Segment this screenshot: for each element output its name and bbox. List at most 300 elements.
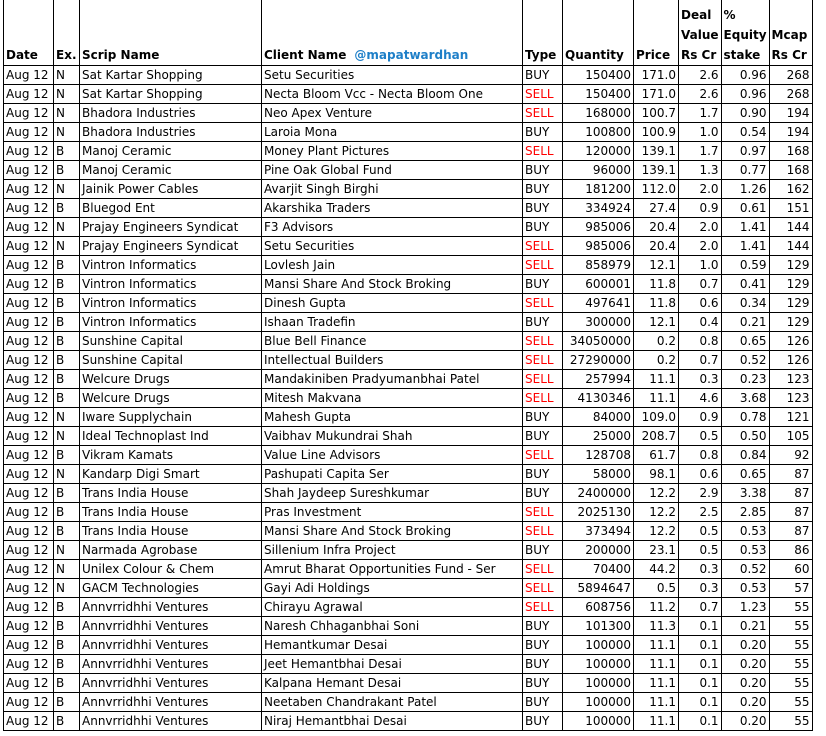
cell-quantity: 5894647 — [563, 579, 634, 598]
cell-scrip-name: Vintron Informatics — [80, 275, 262, 294]
cell-client-name: F3 Advisors — [262, 218, 523, 237]
cell-price: 0.5 — [634, 579, 679, 598]
cell-mcap: 55 — [769, 693, 812, 712]
cell-type: BUY — [523, 427, 563, 446]
cell-mcap: 194 — [769, 123, 812, 142]
cell-quantity: 100000 — [563, 693, 634, 712]
cell-exchange: B — [54, 332, 80, 351]
cell-quantity: 84000 — [563, 408, 634, 427]
cell-equity-stake: 0.78 — [721, 408, 769, 427]
cell-deal-value: 2.6 — [679, 66, 722, 85]
cell-deal-value: 0.5 — [679, 541, 722, 560]
cell-equity-stake: 0.50 — [721, 427, 769, 446]
cell-equity-stake: 0.53 — [721, 579, 769, 598]
cell-equity-stake: 0.52 — [721, 560, 769, 579]
cell-scrip-name: GACM Technologies — [80, 579, 262, 598]
cell-exchange: B — [54, 161, 80, 180]
cell-quantity: 200000 — [563, 541, 634, 560]
cell-client-name: Mansi Share And Stock Broking — [262, 275, 523, 294]
cell-equity-stake: 0.90 — [721, 104, 769, 123]
cell-equity-stake: 0.77 — [721, 161, 769, 180]
cell-exchange: B — [54, 256, 80, 275]
cell-client-name: Ishaan Tradefin — [262, 313, 523, 332]
cell-price: 12.2 — [634, 522, 679, 541]
cell-scrip-name: Annvrridhhi Ventures — [80, 693, 262, 712]
cell-quantity: 497641 — [563, 294, 634, 313]
cell-exchange: B — [54, 199, 80, 218]
cell-deal-value: 1.3 — [679, 161, 722, 180]
bulk-deals-table — [3, 0, 813, 731]
table-row — [4, 313, 813, 332]
cell-quantity: 4130346 — [563, 389, 634, 408]
cell-scrip-name: Ideal Technoplast Ind — [80, 427, 262, 446]
cell-date: Aug 12 — [4, 693, 54, 712]
cell-exchange: N — [54, 465, 80, 484]
cell-scrip-name: Manoj Ceramic — [80, 161, 262, 180]
table-row — [4, 503, 813, 522]
cell-client-name: Avarjit Singh Birghi — [262, 180, 523, 199]
table-row — [4, 598, 813, 617]
header-price: Price — [634, 0, 679, 66]
cell-date: Aug 12 — [4, 389, 54, 408]
cell-exchange: N — [54, 104, 80, 123]
cell-price: 98.1 — [634, 465, 679, 484]
cell-equity-stake: 0.53 — [721, 522, 769, 541]
cell-date: Aug 12 — [4, 161, 54, 180]
header-exchange: Ex. — [54, 0, 80, 66]
cell-equity-stake: 0.84 — [721, 446, 769, 465]
cell-deal-value: 0.4 — [679, 313, 722, 332]
cell-exchange: N — [54, 541, 80, 560]
cell-exchange: N — [54, 237, 80, 256]
cell-scrip-name: Welcure Drugs — [80, 389, 262, 408]
cell-client-name: Intellectual Builders — [262, 351, 523, 370]
cell-type: SELL — [523, 370, 563, 389]
cell-type: BUY — [523, 275, 563, 294]
cell-quantity: 128708 — [563, 446, 634, 465]
cell-scrip-name: Bluegod Ent — [80, 199, 262, 218]
cell-date: Aug 12 — [4, 617, 54, 636]
cell-type: BUY — [523, 465, 563, 484]
cell-deal-value: 0.8 — [679, 446, 722, 465]
cell-date: Aug 12 — [4, 541, 54, 560]
header-deal-value: Deal Value Rs Cr — [679, 0, 722, 66]
cell-exchange: N — [54, 123, 80, 142]
cell-type: BUY — [523, 674, 563, 693]
cell-deal-value: 0.3 — [679, 579, 722, 598]
cell-deal-value: 0.3 — [679, 370, 722, 389]
table-row — [4, 541, 813, 560]
cell-client-name: Kalpana Hemant Desai — [262, 674, 523, 693]
cell-client-name: Mitesh Makvana — [262, 389, 523, 408]
cell-type: BUY — [523, 655, 563, 674]
cell-quantity: 70400 — [563, 560, 634, 579]
cell-equity-stake: 3.68 — [721, 389, 769, 408]
table-row — [4, 332, 813, 351]
cell-equity-stake: 0.20 — [721, 693, 769, 712]
cell-exchange: B — [54, 313, 80, 332]
cell-type: SELL — [523, 142, 563, 161]
cell-price: 208.7 — [634, 427, 679, 446]
cell-price: 12.1 — [634, 256, 679, 275]
cell-quantity: 58000 — [563, 465, 634, 484]
cell-client-name: Setu Securities — [262, 237, 523, 256]
cell-date: Aug 12 — [4, 313, 54, 332]
cell-type: SELL — [523, 446, 563, 465]
cell-price: 171.0 — [634, 66, 679, 85]
cell-price: 139.1 — [634, 142, 679, 161]
cell-deal-value: 0.7 — [679, 275, 722, 294]
cell-equity-stake: 3.38 — [721, 484, 769, 503]
cell-type: BUY — [523, 218, 563, 237]
cell-equity-stake: 0.53 — [721, 541, 769, 560]
table-row — [4, 712, 813, 731]
cell-mcap: 55 — [769, 636, 812, 655]
cell-mcap: 55 — [769, 617, 812, 636]
cell-type: SELL — [523, 351, 563, 370]
cell-scrip-name: Bhadora Industries — [80, 123, 262, 142]
table-row — [4, 161, 813, 180]
cell-quantity: 34050000 — [563, 332, 634, 351]
cell-client-name: Mahesh Gupta — [262, 408, 523, 427]
cell-equity-stake: 0.23 — [721, 370, 769, 389]
cell-scrip-name: Prajay Engineers Syndicat — [80, 237, 262, 256]
cell-scrip-name: Kandarp Digi Smart — [80, 465, 262, 484]
cell-deal-value: 2.0 — [679, 180, 722, 199]
cell-quantity: 25000 — [563, 427, 634, 446]
cell-exchange: B — [54, 351, 80, 370]
cell-deal-value: 2.0 — [679, 218, 722, 237]
cell-client-name: Niraj Hemantbhai Desai — [262, 712, 523, 731]
cell-deal-value: 1.0 — [679, 123, 722, 142]
cell-date: Aug 12 — [4, 123, 54, 142]
cell-mcap: 123 — [769, 370, 812, 389]
table-row — [4, 104, 813, 123]
cell-deal-value: 0.9 — [679, 199, 722, 218]
cell-equity-stake: 0.97 — [721, 142, 769, 161]
header-quantity: Quantity — [563, 0, 634, 66]
cell-equity-stake: 1.23 — [721, 598, 769, 617]
cell-date: Aug 12 — [4, 142, 54, 161]
cell-client-name: Hemantkumar Desai — [262, 636, 523, 655]
cell-equity-stake: 0.96 — [721, 66, 769, 85]
cell-deal-value: 1.7 — [679, 142, 722, 161]
cell-client-name: Value Line Advisors — [262, 446, 523, 465]
cell-date: Aug 12 — [4, 674, 54, 693]
cell-equity-stake: 0.20 — [721, 712, 769, 731]
cell-mcap: 123 — [769, 389, 812, 408]
cell-price: 20.4 — [634, 218, 679, 237]
cell-quantity: 120000 — [563, 142, 634, 161]
cell-quantity: 2400000 — [563, 484, 634, 503]
table-row — [4, 674, 813, 693]
cell-mcap: 144 — [769, 237, 812, 256]
cell-equity-stake: 0.20 — [721, 655, 769, 674]
cell-type: BUY — [523, 199, 563, 218]
cell-type: SELL — [523, 294, 563, 313]
cell-date: Aug 12 — [4, 408, 54, 427]
table-row — [4, 275, 813, 294]
cell-mcap: 129 — [769, 275, 812, 294]
cell-quantity: 985006 — [563, 218, 634, 237]
cell-mcap: 121 — [769, 408, 812, 427]
cell-date: Aug 12 — [4, 275, 54, 294]
cell-equity-stake: 1.26 — [721, 180, 769, 199]
cell-quantity: 100000 — [563, 655, 634, 674]
cell-deal-value: 0.5 — [679, 522, 722, 541]
cell-price: 20.4 — [634, 237, 679, 256]
cell-mcap: 55 — [769, 655, 812, 674]
cell-scrip-name: Narmada Agrobase — [80, 541, 262, 560]
cell-type: BUY — [523, 693, 563, 712]
cell-equity-stake: 0.41 — [721, 275, 769, 294]
cell-price: 11.1 — [634, 712, 679, 731]
cell-scrip-name: Vintron Informatics — [80, 294, 262, 313]
cell-mcap: 55 — [769, 598, 812, 617]
table-row — [4, 180, 813, 199]
cell-deal-value: 0.3 — [679, 560, 722, 579]
cell-equity-stake: 2.85 — [721, 503, 769, 522]
table-row — [4, 522, 813, 541]
cell-mcap: 86 — [769, 541, 812, 560]
cell-scrip-name: Welcure Drugs — [80, 370, 262, 389]
cell-exchange: B — [54, 389, 80, 408]
cell-mcap: 87 — [769, 522, 812, 541]
cell-deal-value: 1.0 — [679, 256, 722, 275]
cell-quantity: 2025130 — [563, 503, 634, 522]
cell-quantity: 608756 — [563, 598, 634, 617]
cell-quantity: 257994 — [563, 370, 634, 389]
cell-mcap: 60 — [769, 560, 812, 579]
cell-mcap: 194 — [769, 104, 812, 123]
cell-type: SELL — [523, 579, 563, 598]
cell-deal-value: 1.7 — [679, 104, 722, 123]
cell-equity-stake: 0.59 — [721, 256, 769, 275]
cell-deal-value: 0.1 — [679, 674, 722, 693]
cell-equity-stake: 0.34 — [721, 294, 769, 313]
header-scrip-name: Scrip Name — [80, 0, 262, 66]
table-row — [4, 579, 813, 598]
cell-price: 112.0 — [634, 180, 679, 199]
cell-date: Aug 12 — [4, 503, 54, 522]
cell-deal-value: 2.6 — [679, 85, 722, 104]
cell-price: 27.4 — [634, 199, 679, 218]
cell-date: Aug 12 — [4, 199, 54, 218]
cell-client-name: Gayi Adi Holdings — [262, 579, 523, 598]
cell-price: 171.0 — [634, 85, 679, 104]
cell-deal-value: 0.1 — [679, 636, 722, 655]
cell-quantity: 27290000 — [563, 351, 634, 370]
cell-scrip-name: Annvrridhhi Ventures — [80, 712, 262, 731]
cell-type: SELL — [523, 389, 563, 408]
header-date: Date — [4, 0, 54, 66]
table-row — [4, 66, 813, 85]
cell-type: BUY — [523, 180, 563, 199]
cell-client-name: Jeet Hemantbhai Desai — [262, 655, 523, 674]
cell-client-name: Neetaben Chandrakant Patel — [262, 693, 523, 712]
cell-scrip-name: Iware Supplychain — [80, 408, 262, 427]
table-row — [4, 218, 813, 237]
cell-client-name: Naresh Chhaganbhai Soni — [262, 617, 523, 636]
cell-exchange: N — [54, 66, 80, 85]
table-row — [4, 693, 813, 712]
cell-date: Aug 12 — [4, 522, 54, 541]
table-row — [4, 465, 813, 484]
header-mcap: Mcap Rs Cr — [769, 0, 812, 66]
cell-price: 100.9 — [634, 123, 679, 142]
cell-client-name: Blue Bell Finance — [262, 332, 523, 351]
cell-exchange: N — [54, 560, 80, 579]
cell-date: Aug 12 — [4, 484, 54, 503]
cell-deal-value: 0.7 — [679, 351, 722, 370]
cell-exchange: N — [54, 579, 80, 598]
cell-equity-stake: 0.54 — [721, 123, 769, 142]
cell-client-name: Mandakiniben Pradyumanbhai Patel — [262, 370, 523, 389]
cell-client-name: Setu Securities — [262, 66, 523, 85]
cell-price: 11.2 — [634, 598, 679, 617]
cell-scrip-name: Bhadora Industries — [80, 104, 262, 123]
cell-exchange: B — [54, 484, 80, 503]
cell-date: Aug 12 — [4, 218, 54, 237]
cell-price: 0.2 — [634, 332, 679, 351]
cell-mcap: 87 — [769, 503, 812, 522]
cell-client-name: Money Plant Pictures — [262, 142, 523, 161]
table-row — [4, 294, 813, 313]
cell-mcap: 129 — [769, 256, 812, 275]
cell-type: SELL — [523, 522, 563, 541]
cell-mcap: 168 — [769, 142, 812, 161]
cell-type: BUY — [523, 408, 563, 427]
table-row — [4, 408, 813, 427]
table-row — [4, 123, 813, 142]
table-row — [4, 636, 813, 655]
cell-type: SELL — [523, 332, 563, 351]
cell-price: 12.1 — [634, 313, 679, 332]
cell-quantity: 150400 — [563, 66, 634, 85]
table-row — [4, 370, 813, 389]
cell-quantity: 334924 — [563, 199, 634, 218]
cell-exchange: B — [54, 674, 80, 693]
cell-quantity: 168000 — [563, 104, 634, 123]
header-client-label: Client Name — [264, 48, 347, 62]
cell-mcap: 151 — [769, 199, 812, 218]
cell-date: Aug 12 — [4, 427, 54, 446]
cell-type: BUY — [523, 161, 563, 180]
cell-quantity: 100000 — [563, 636, 634, 655]
cell-date: Aug 12 — [4, 85, 54, 104]
cell-equity-stake: 0.20 — [721, 674, 769, 693]
table-row — [4, 655, 813, 674]
cell-price: 11.8 — [634, 294, 679, 313]
cell-scrip-name: Vintron Informatics — [80, 256, 262, 275]
cell-type: SELL — [523, 503, 563, 522]
cell-type: BUY — [523, 712, 563, 731]
cell-client-name: Pras Investment — [262, 503, 523, 522]
cell-mcap: 87 — [769, 465, 812, 484]
cell-scrip-name: Prajay Engineers Syndicat — [80, 218, 262, 237]
cell-quantity: 181200 — [563, 180, 634, 199]
cell-exchange: B — [54, 275, 80, 294]
cell-price: 12.2 — [634, 484, 679, 503]
cell-client-name: Lovlesh Jain — [262, 256, 523, 275]
cell-type: SELL — [523, 104, 563, 123]
cell-type: BUY — [523, 541, 563, 560]
cell-date: Aug 12 — [4, 351, 54, 370]
cell-mcap: 268 — [769, 85, 812, 104]
cell-exchange: B — [54, 503, 80, 522]
table-row — [4, 484, 813, 503]
cell-type: SELL — [523, 598, 563, 617]
cell-type: BUY — [523, 123, 563, 142]
cell-quantity: 150400 — [563, 85, 634, 104]
cell-quantity: 300000 — [563, 313, 634, 332]
cell-exchange: B — [54, 142, 80, 161]
table-row — [4, 199, 813, 218]
cell-scrip-name: Sat Kartar Shopping — [80, 66, 262, 85]
cell-scrip-name: Sunshine Capital — [80, 351, 262, 370]
table-row — [4, 389, 813, 408]
cell-scrip-name: Annvrridhhi Ventures — [80, 655, 262, 674]
cell-mcap: 87 — [769, 484, 812, 503]
cell-scrip-name: Manoj Ceramic — [80, 142, 262, 161]
cell-exchange: B — [54, 617, 80, 636]
cell-equity-stake: 0.65 — [721, 332, 769, 351]
cell-date: Aug 12 — [4, 655, 54, 674]
cell-mcap: 55 — [769, 674, 812, 693]
cell-equity-stake: 0.20 — [721, 636, 769, 655]
table-row — [4, 237, 813, 256]
cell-scrip-name: Annvrridhhi Ventures — [80, 617, 262, 636]
cell-mcap: 268 — [769, 66, 812, 85]
cell-mcap: 129 — [769, 313, 812, 332]
cell-date: Aug 12 — [4, 370, 54, 389]
cell-price: 11.1 — [634, 636, 679, 655]
cell-type: SELL — [523, 85, 563, 104]
cell-deal-value: 0.5 — [679, 427, 722, 446]
cell-exchange: N — [54, 427, 80, 446]
cell-price: 11.1 — [634, 655, 679, 674]
cell-scrip-name: Trans India House — [80, 503, 262, 522]
cell-scrip-name: Annvrridhhi Ventures — [80, 636, 262, 655]
cell-exchange: B — [54, 636, 80, 655]
cell-deal-value: 0.8 — [679, 332, 722, 351]
cell-type: BUY — [523, 66, 563, 85]
header-equity-stake: % Equity stake — [721, 0, 769, 66]
cell-client-name: Amrut Bharat Opportunities Fund - Ser — [262, 560, 523, 579]
cell-date: Aug 12 — [4, 712, 54, 731]
header-row — [4, 0, 813, 66]
cell-date: Aug 12 — [4, 294, 54, 313]
cell-type: SELL — [523, 237, 563, 256]
cell-price: 11.1 — [634, 370, 679, 389]
cell-scrip-name: Trans India House — [80, 484, 262, 503]
cell-scrip-name: Annvrridhhi Ventures — [80, 598, 262, 617]
cell-date: Aug 12 — [4, 104, 54, 123]
cell-deal-value: 2.9 — [679, 484, 722, 503]
cell-quantity: 100000 — [563, 674, 634, 693]
cell-client-name: Vaibhav Mukundrai Shah — [262, 427, 523, 446]
cell-deal-value: 0.7 — [679, 598, 722, 617]
cell-type: SELL — [523, 256, 563, 275]
cell-date: Aug 12 — [4, 332, 54, 351]
cell-price: 11.1 — [634, 693, 679, 712]
cell-mcap: 126 — [769, 332, 812, 351]
table-row — [4, 85, 813, 104]
cell-type: BUY — [523, 617, 563, 636]
cell-scrip-name: Trans India House — [80, 522, 262, 541]
cell-mcap: 57 — [769, 579, 812, 598]
cell-scrip-name: Vikram Kamats — [80, 446, 262, 465]
